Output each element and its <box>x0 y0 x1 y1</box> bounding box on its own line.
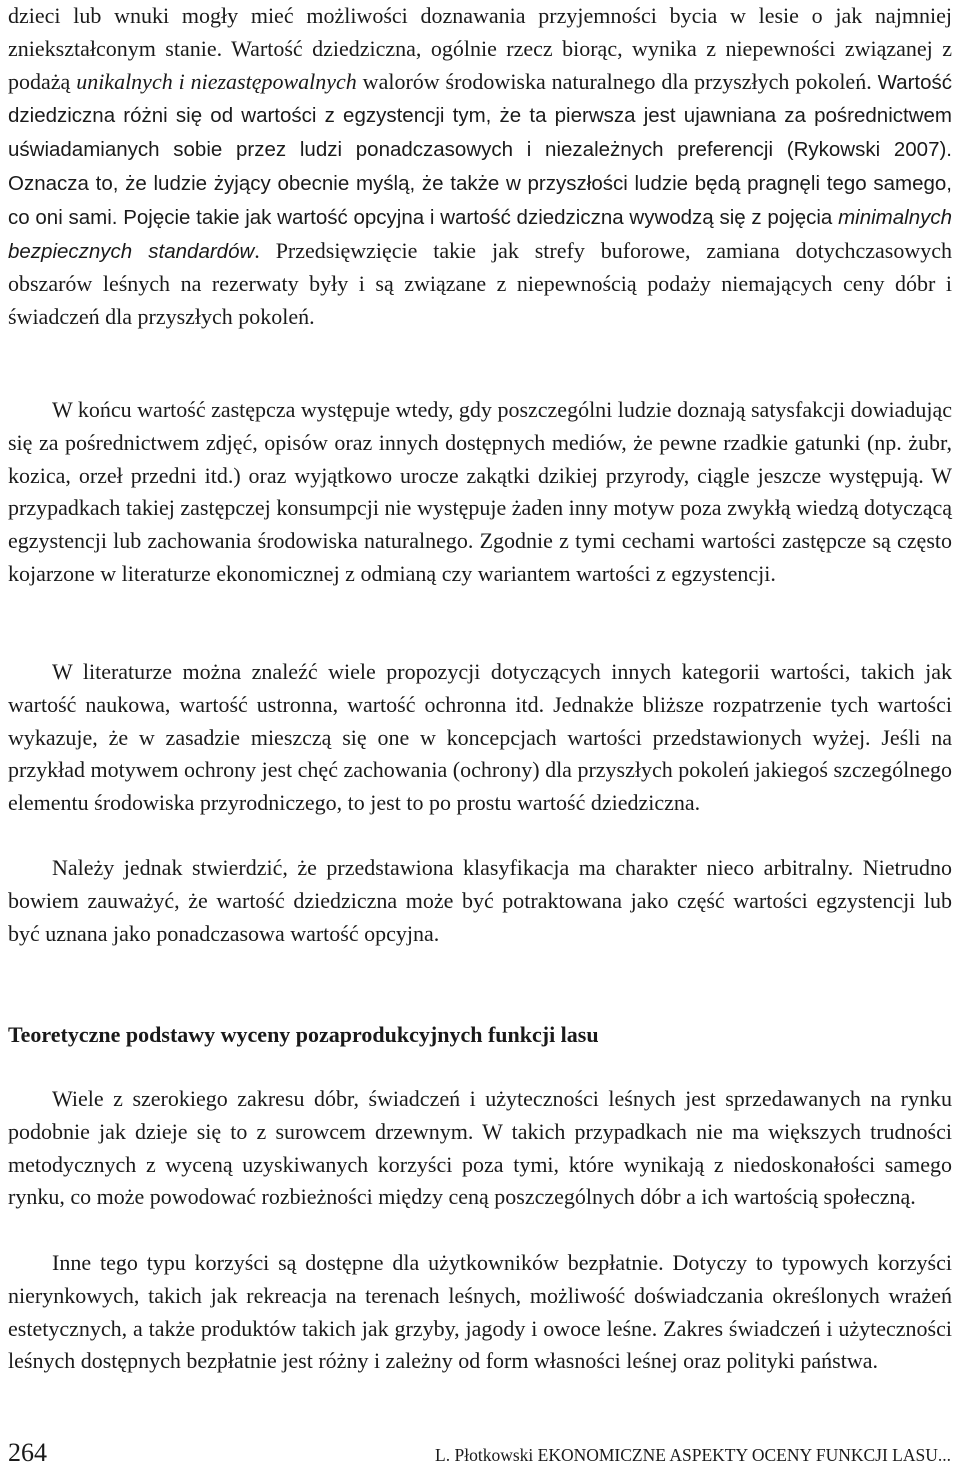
paragraph-1-sans-emphasis: minimalnych bezpiecznych standardów <box>8 205 952 263</box>
body-paragraph-1 <box>8 0 952 334</box>
paragraph-2-text: W końcu wartość zastępcza występuje wtedy, gdy poszczególni ludzie doznają satysfakcji dowiadując się za pośrednictwem zdjęć, opisów oraz innych dostępnych mediów, że pewne rzadkie gatunki (np. żubr, kozica, orzeł przedni itd.) oraz wyjątkowo urocze zakątki dzikiej przyrody, ciągle jeszcze występują. W przypadkach takiej zastępczej konsumpcji nie występuje żaden inny motyw poza zwykłą wiedzą dotyczącą egzystencji lub zachowania środowiska naturalnego. Zgodnie z tymi cechami wartości zastępcze są często kojarzone w literaturze ekonomicznej z odmianą czy wariantem wartości z egzystencji. <box>8 397 952 586</box>
paragraph-5-text: Wiele z szerokiego zakresu dóbr, świadczeń i użyteczności leśnych jest sprzedawanych na rynku podobnie jak dzieje się to z surowcem drzewnym. W takich przypadkach nie ma większych trudności metodycznych z wyceną uzyskiwanych korzyści poza tymi, które wynikają z niedoskonałości samego rynku, co może powodować rozbieżności między ceną poszczególnych dóbr a ich wartością społeczną. <box>8 1086 952 1210</box>
running-title: L. Płotkowski EKONOMICZNE ASPEKTY OCENY FUNKCJI LASU... <box>435 1445 951 1465</box>
paragraph-1-serif-part-3: . Przedsięwzięcie takie jak strefy buforowe, zamiana dotychczasowych obszarów leśnych na rezerwaty były i są związane z niepewnością podaży niemających ceny dóbr i świadczeń dla przyszłych pokoleń. <box>8 237 952 330</box>
paragraph-1-serif-part: dzieci lub wnuki mogły mieć możliwości doznawania przyjemności bycia w lesie o jak najmniej zniekształconym stanie. Wartość dziedziczna, ogólnie rzecz biorąc, wynika z niepewności związanej z podażą <box>8 3 952 94</box>
paragraph-3-text: W literaturze można znaleźć wiele propozycji dotyczących innych kategorii wartości, takich jak wartość naukowa, wartość ustronna, wartość ochronna itd. Jednakże bliższe rozpatrzenie tych wartości wykazuje, że w zasadzie mieszczą się one w koncepcjach wartości przedstawionych wyżej. Jeśli na przykład motywem ochrony jest chęć zachowania (ochrony) dla przyszłych pokoleń jakiegoś szczególnego elementu środowiska przyrodniczego, to jest to po prostu wartość dziedziczna. <box>8 659 952 816</box>
body-paragraph-3 <box>8 656 952 820</box>
paragraph-1-serif-part-2: walorów środowiska naturalnego dla przyszłych pokoleń. <box>356 68 878 94</box>
section-heading: Teoretyczne podstawy wyceny pozaprodukcyjnych funkcji lasu <box>8 1022 599 1047</box>
page-number: 264 <box>8 1438 47 1467</box>
paragraph-1-sans-part: Wartość dziedziczna różni się od wartości z egzystencji tym, że ta pierwsza jest ujawniana za pośrednictwem uświadamianych sobie przez ludzi ponadczasowych i niezależnych preferencji (Rykowski 2007). Oznacza to, że ludzie żyjący obecnie myślą, że także w przyszłości ludzie będą pragnęli tego samego, co oni sami. Pojęcie takie jak wartość opcyjna i wartość dziedziczna wywodzą się z pojęcia <box>8 70 953 229</box>
paragraph-6-text: Inne tego typu korzyści są dostępne dla użytkowników bezpłatnie. Dotyczy to typowych korzyści nierynkowych, takich jak rekreacja na terenach leśnych, możliwość doświadczania określonych wrażeń estetycznych, a także produktów takich jak grzyby, jagody i owoce leśne. Zakres świadczeń i użyteczności leśnych dostępnych bezpłatnie jest różny i zależny od form własności leśnej oraz polityki państwa. <box>8 1250 952 1374</box>
body-paragraph-6 <box>8 1247 952 1378</box>
page-footer <box>0 1436 960 1470</box>
body-paragraph-2 <box>8 394 952 591</box>
paragraph-4-text: Należy jednak stwierdzić, że przedstawiona klasyfikacja ma charakter nieco arbitralny. Nietrudno bowiem zauważyć, że wartość dziedziczna może być potraktowana jako część wartości egzystencji lub być uznana jako ponadczasowa wartość opcyjna. <box>8 855 952 946</box>
body-paragraph-4 <box>8 852 952 950</box>
body-paragraph-5 <box>8 1083 952 1214</box>
paragraph-1-emphasis: unikalnych i niezastępowalnych <box>76 68 357 94</box>
